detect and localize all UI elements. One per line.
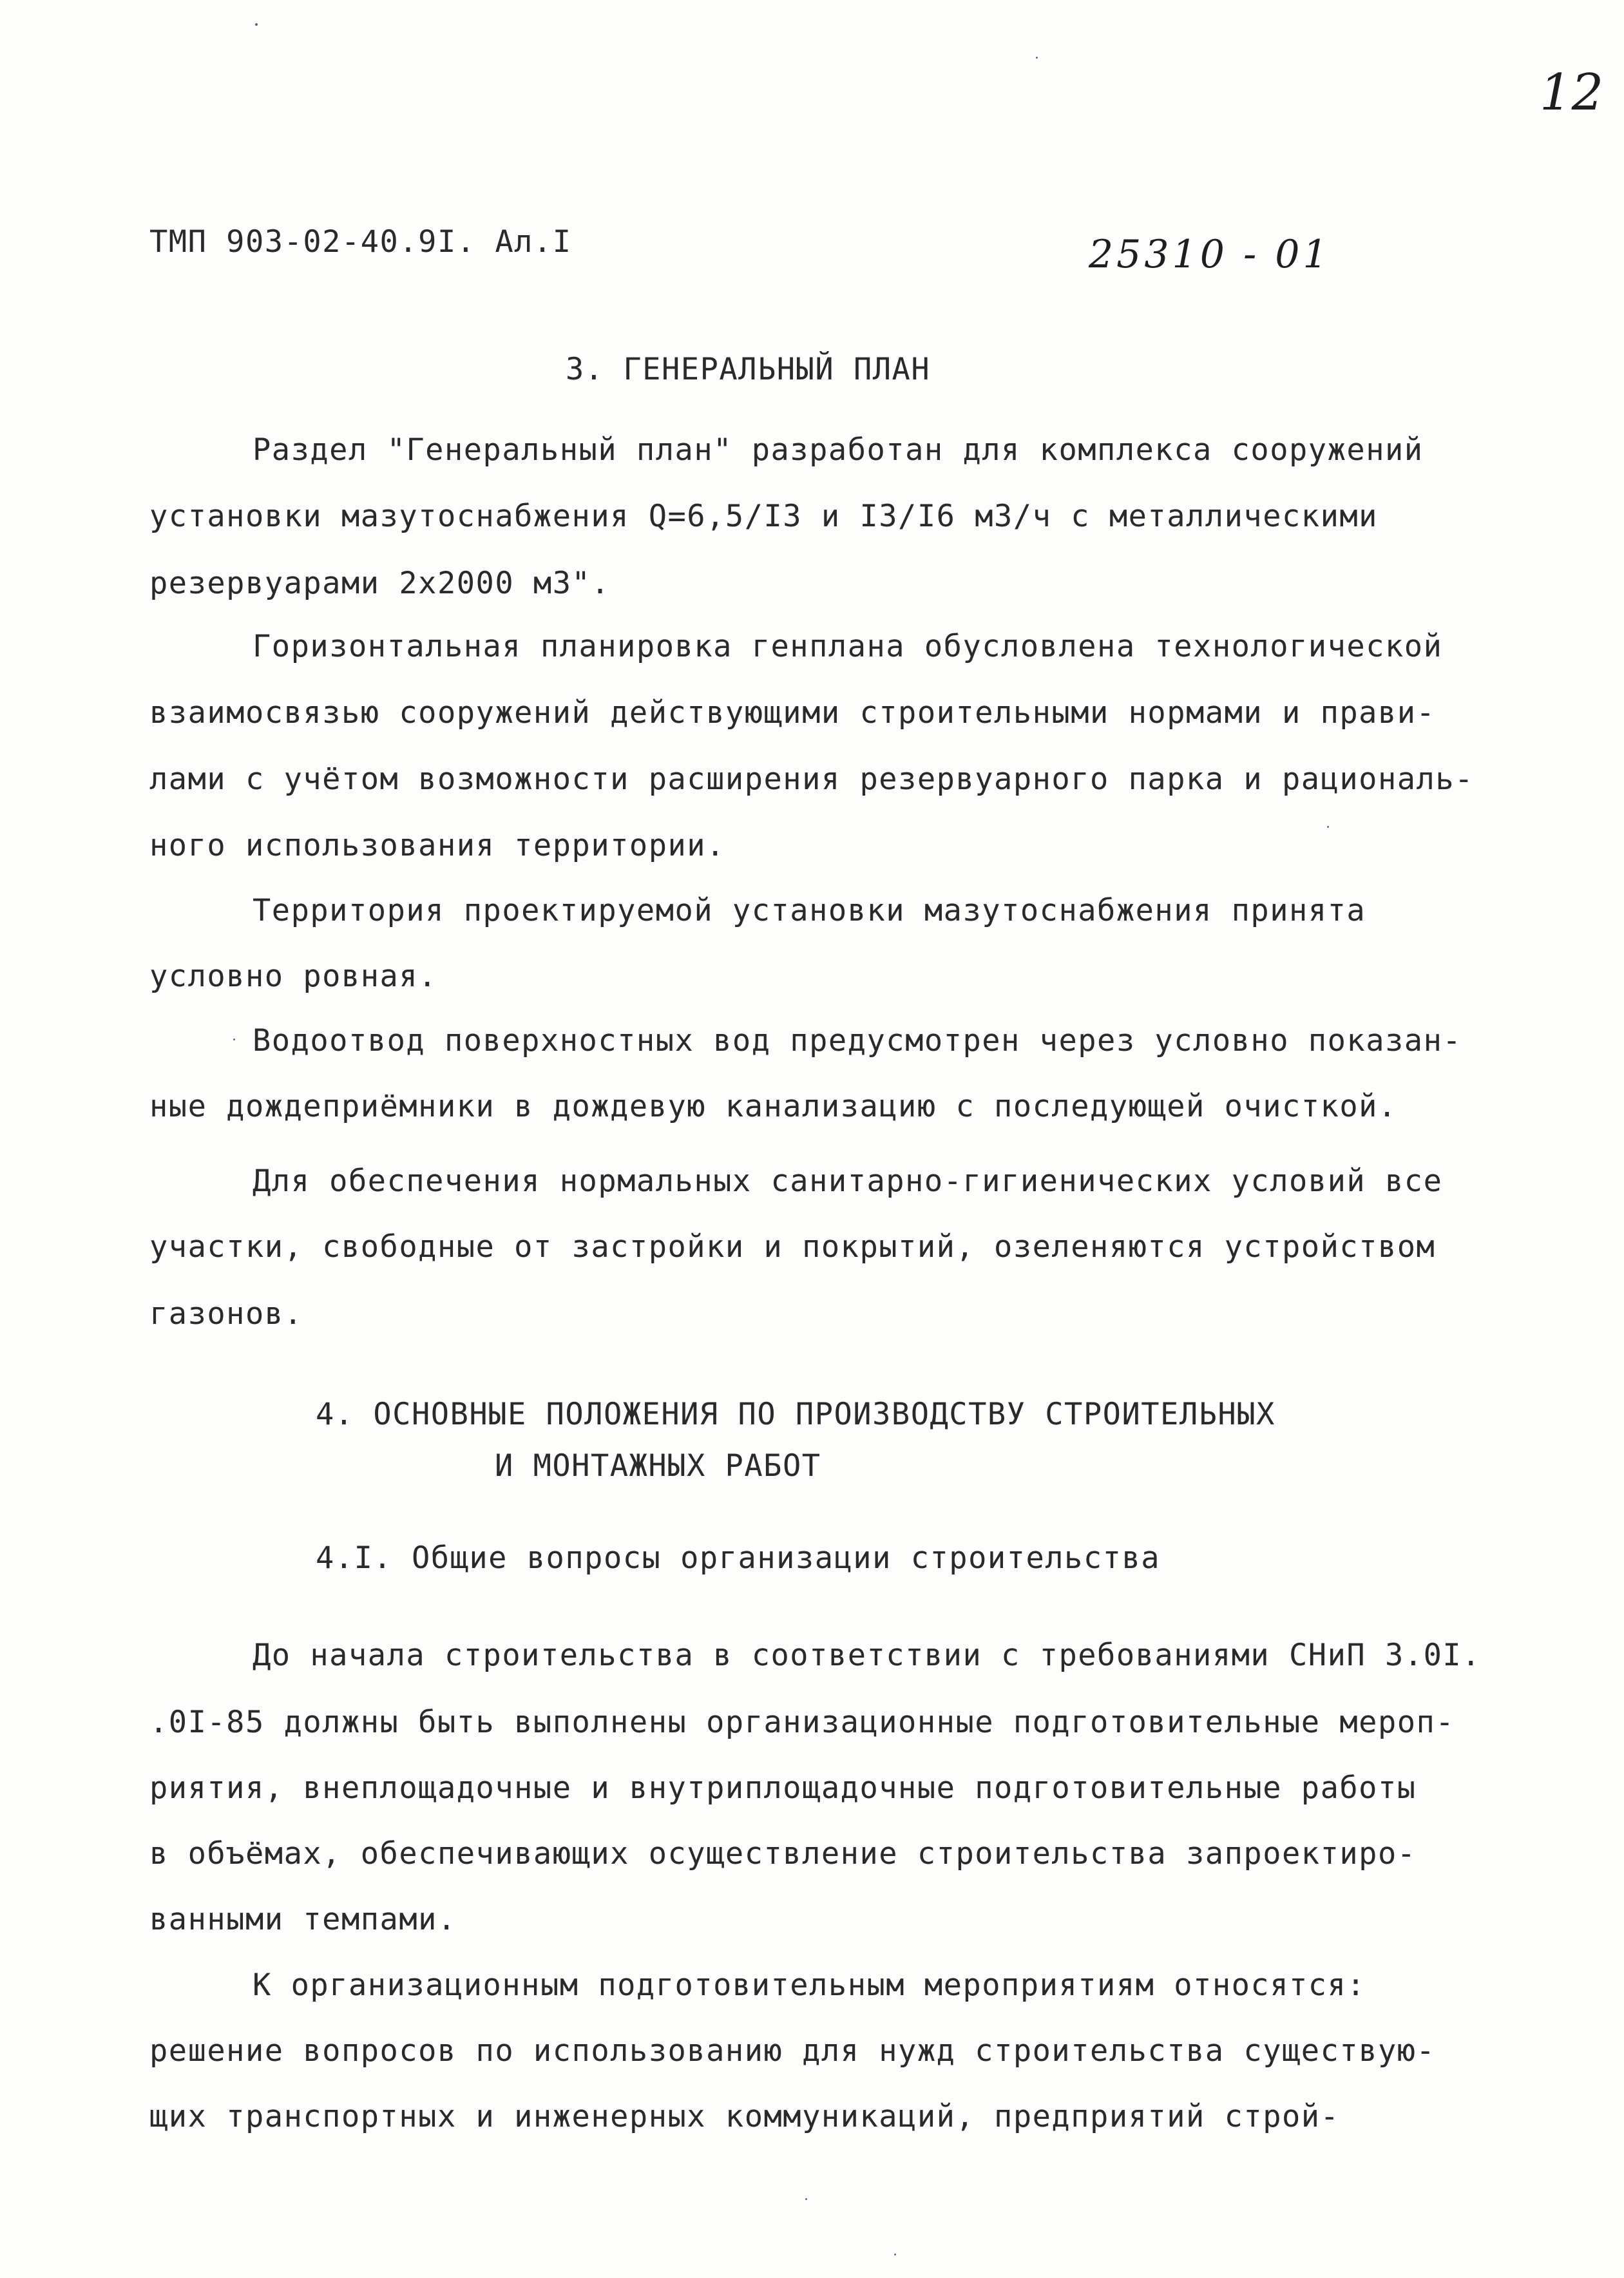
section-3-line: Территория проектируемой установки мазутоснабжения принята <box>253 893 1366 928</box>
section-3-line: Для обеспечения нормальных санитарно-гигиенических условий все <box>253 1163 1443 1199</box>
scan-speck <box>1327 826 1329 828</box>
section-3-line: Раздел "Генеральный план" разработан для комплекса сооружений <box>253 432 1424 468</box>
section-3-line: участки, свободные от застройки и покрытий, озеленяются устройством <box>149 1229 1436 1265</box>
section-3-line: ные дождеприёмники в дождевую канализацию с последующей очисткой. <box>149 1089 1397 1124</box>
section-3-line: установки мазутоснабжения Q=6,5/I3 и I3/I6 м3/ч с металлическими <box>149 499 1378 534</box>
section-3-line: лами с учётом возможности расширения резервуарного парка и рациональ- <box>149 761 1474 797</box>
section-3-line: Водоотвод поверхностных вод предусмотрен через условно показан- <box>253 1023 1462 1058</box>
document-code: ТМП 903-02-40.9I. Ал.I <box>149 224 572 260</box>
scan-speck <box>255 23 258 26</box>
registration-number: 25310 - 01 <box>1089 232 1331 277</box>
section-3-line: условно ровная. <box>149 959 437 994</box>
section-3-heading: 3. ГЕНЕРАЛЬНЫЙ ПЛАН <box>566 352 931 387</box>
scan-speck <box>233 1038 235 1040</box>
scan-speck <box>1036 57 1038 59</box>
section-4-heading-continued: И МОНТАЖНЫХ РАБОТ <box>495 1448 821 1484</box>
page-number: 12 <box>1540 64 1604 122</box>
section-4-line: щих транспортных и инженерных коммуникаций, предприятий строй- <box>149 2099 1340 2134</box>
section-3-line: резервуарами 2х2000 м3". <box>149 566 611 601</box>
section-4-line: К организационным подготовительным мероприятиям относятся: <box>253 1967 1366 2003</box>
section-3-line: взаимосвязью сооружений действующими строительными нормами и прави- <box>149 695 1436 731</box>
section-3-line: ного использования территории. <box>149 828 725 863</box>
section-3-line: Горизонтальная планировка генплана обусловлена технологической <box>253 629 1443 664</box>
section-3-line: газонов. <box>149 1296 303 1332</box>
section-4-heading: 4. ОСНОВНЫЕ ПОЛОЖЕНИЯ ПО ПРОИЗВОДСТВУ СТРОИТЕЛЬНЫХ <box>316 1397 1275 1432</box>
section-4-line: До начала строительства в соответствии с требованиями СНиП 3.0I. <box>253 1638 1481 1673</box>
section-4-line: ванными темпами. <box>149 1902 457 1937</box>
scan-speck <box>805 2198 807 2200</box>
section-4-line: риятия, внеплощадочные и внутриплощадочные подготовительные работы <box>149 1770 1417 1806</box>
scan-speck <box>894 2254 896 2255</box>
section-4-line: в объёмах, обеспечивающих осуществление строительства запроектиро- <box>149 1836 1417 1871</box>
section-4-line: решение вопросов по использованию для нужд строительства существую- <box>149 2033 1436 2069</box>
subsection-4-1-heading: 4.I. Общие вопросы организации строительства <box>316 1540 1161 1576</box>
section-4-line: .0I-85 должны быть выполнены организационные подготовительные мероп- <box>149 1705 1455 1740</box>
